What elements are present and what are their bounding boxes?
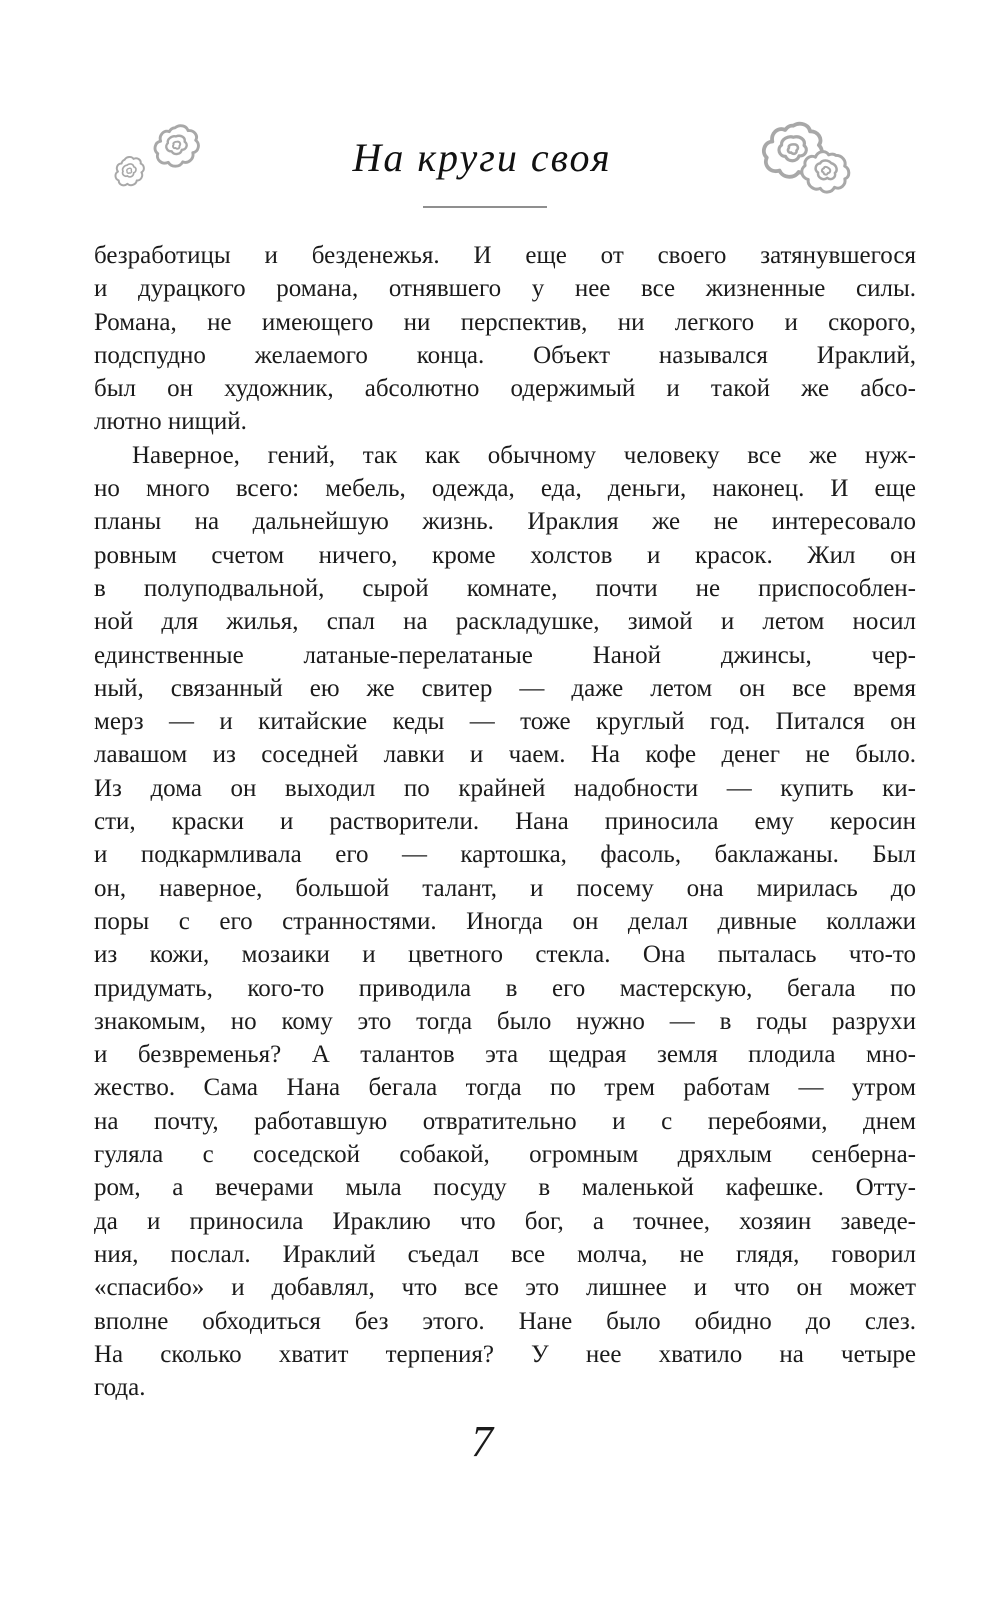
text-line: гуляла с соседской собакой, огромным дряхлым сенберна-: [94, 1141, 916, 1169]
text-line: безработицы и безденежья. И еще от своего затянувшегося: [94, 242, 916, 269]
text-line: он, наверное, большой талант, и посему она мирилась до: [94, 874, 916, 902]
text-line: знакомым, но кому это тогда было нужно — в годы разрухи: [94, 1007, 916, 1035]
text-line: сти, краски и растворители. Нана приносила ему керосин: [94, 808, 916, 836]
text-line: подспудно желаемого конца. Объект назывался Ираклий,: [94, 341, 916, 369]
text-line: планы на дальнейшую жизнь. Ираклия же не интересовало: [94, 508, 916, 536]
text-line: жество. Сама Нана бегала тогда по трем работам — утром: [94, 1074, 916, 1102]
text-line: ния, послал. Ираклий съедал все молча, не глядя, говорил: [94, 1240, 916, 1268]
text-line: из кожи, мозаики и цветного стекла. Она пыталась что-то: [94, 941, 916, 969]
text-line: ровным счетом ничего, кроме холстов и красок. Жил он: [94, 541, 916, 569]
text-line: в полуподвальной, сырой комнате, почти не приспособлен-: [94, 574, 916, 602]
text-line: да и приносила Ираклию что бог, а точнее, хозяин заведе-: [94, 1207, 916, 1235]
text-line: лютно нищий.: [94, 408, 247, 436]
text-line: ром, а вечерами мыла посуду в маленькой кафешке. Отту-: [94, 1174, 916, 1202]
text-line: на почту, работавшую отвратительно и с перебоями, днем: [94, 1107, 916, 1135]
text-line: ный, связанный ею же свитер — даже летом он все время: [94, 674, 916, 702]
text-line: Наверное, гений, так как обычному человеку все же нуж-: [132, 441, 916, 469]
paragraph: [94, 439, 916, 1405]
text-line: и подкармливала его — картошка, фасоль, баклажаны. Был: [94, 841, 916, 869]
text-line: Из дома он выходил по крайней надобности — купить ки-: [94, 774, 916, 802]
text-line: придумать, кого-то приводила в его мастерскую, бегала по: [94, 974, 916, 1002]
text-line: вполне обходиться без этого. Нане было обидно до слез.: [94, 1307, 916, 1335]
text-line: и безвременья? А талантов эта щедрая земля плодила мно-: [94, 1041, 916, 1069]
text-line: года.: [94, 1374, 146, 1402]
text-line: На сколько хватит терпения? У нее хватило на четыре: [94, 1340, 916, 1368]
text-line: ной для жилья, спал на раскладушке, зимой и летом носил: [94, 608, 916, 636]
text-line: единственные латаные-перелатаные Наной джинсы, чер-: [94, 641, 916, 669]
text-line: Романа, не имеющего ни перспектив, ни легкого и скорого,: [94, 308, 916, 336]
text-line: был он художник, абсолютно одержимый и такой же абсо-: [94, 375, 916, 403]
page-number: 7: [471, 1417, 493, 1466]
text-line: мерз — и китайские кеды — тоже круглый год. Питался он: [94, 708, 916, 736]
running-title: На круги своя: [352, 135, 612, 180]
paragraph: [94, 239, 916, 439]
text-line: но много всего: мебель, одежда, еда, деньги, наконец. И еще: [94, 475, 916, 503]
text-line: поры с его странностями. Иногда он делал дивные коллажи: [94, 907, 916, 935]
header-divider: [423, 206, 547, 208]
page-text: [94, 239, 916, 1404]
text-line: лавашом из соседней лавки и чаем. На кофе денег не было.: [94, 741, 916, 769]
text-line: и дурацкого романа, отнявшего у нее все жизненные силы.: [94, 275, 916, 303]
text-line: «спасибо» и добавлял, что все это лишнее и что он может: [94, 1274, 916, 1302]
